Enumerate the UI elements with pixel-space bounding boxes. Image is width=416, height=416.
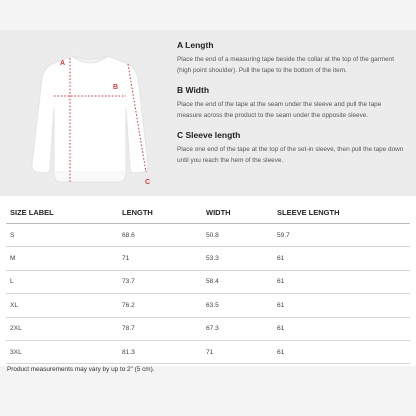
measurement-instructions: [177, 40, 405, 175]
marker-c: C: [145, 179, 151, 186]
sweatshirt-diagram: [20, 42, 160, 192]
cell-size: M: [6, 247, 118, 270]
cell-width: 71: [202, 340, 273, 363]
cell-width: 58.4: [202, 270, 273, 293]
table-header-row: [6, 201, 410, 224]
cell-sleeve-length: 61: [273, 340, 410, 363]
marker-b: B: [113, 84, 119, 91]
size-table: [6, 201, 410, 364]
instruction-text: Place the end of a measuring tape beside the collar at the top of the garment (high point shoulder). Pull the tape to the bottom of the item.: [177, 56, 395, 74]
cell-sleeve-length: 61: [273, 317, 410, 340]
cell-size: 3XL: [6, 340, 118, 363]
hem-band: [56, 172, 124, 180]
cell-size: L: [6, 270, 118, 293]
instruction-text: Place the end of the tape at the seam under the sleeve and pull the tape measure across the product to the seam under the opposite sleeve.: [177, 101, 382, 119]
sweatshirt-illustration: [20, 42, 160, 192]
cell-length: 81.3: [118, 340, 202, 363]
cell-length: 73.7: [118, 270, 202, 293]
cell-size: XL: [6, 294, 118, 317]
cell-length: 68.6: [118, 224, 202, 247]
cell-width: 67.3: [202, 317, 273, 340]
table-row: [6, 340, 410, 363]
cell-length: 71: [118, 247, 202, 270]
marker-a: A: [60, 60, 66, 67]
cell-sleeve-length: 59.7: [273, 224, 410, 247]
size-chart: [0, 196, 416, 366]
measurement-footnote: Product measurements may vary by up to 2" (5 cm).: [7, 366, 155, 373]
column-header-length: LENGTH: [118, 201, 202, 224]
instruction-width: [177, 85, 405, 121]
table-row: [6, 270, 410, 293]
cell-sleeve-length: 61: [273, 270, 410, 293]
cell-sleeve-length: 61: [273, 294, 410, 317]
column-header-sleeve-length: SLEEVE LENGTH: [273, 201, 410, 224]
cell-length: 78.7: [118, 317, 202, 340]
table-row: [6, 317, 410, 340]
cell-width: 50.8: [202, 224, 273, 247]
instruction-title: A Length: [177, 40, 214, 50]
table-row: [6, 294, 410, 317]
instruction-text: Place one end of the tape at the top of the set-in sleeve, then pull the tape down until you reach the hem of the sleeve.: [177, 146, 404, 164]
sweatshirt-shape: [32, 56, 148, 182]
instruction-length: [177, 40, 405, 76]
instruction-sleeve-length: [177, 130, 405, 166]
cell-size: S: [6, 224, 118, 247]
instruction-title: B Width: [177, 85, 210, 95]
column-header-size-label: SIZE LABEL: [6, 201, 118, 224]
cell-size: 2XL: [6, 317, 118, 340]
table-row: [6, 247, 410, 270]
table-row: [6, 224, 410, 247]
column-header-width: WIDTH: [202, 201, 273, 224]
cell-sleeve-length: 61: [273, 247, 410, 270]
cell-width: 53.3: [202, 247, 273, 270]
cell-width: 63.5: [202, 294, 273, 317]
cell-length: 76.2: [118, 294, 202, 317]
instruction-title: C Sleeve length: [177, 130, 241, 140]
